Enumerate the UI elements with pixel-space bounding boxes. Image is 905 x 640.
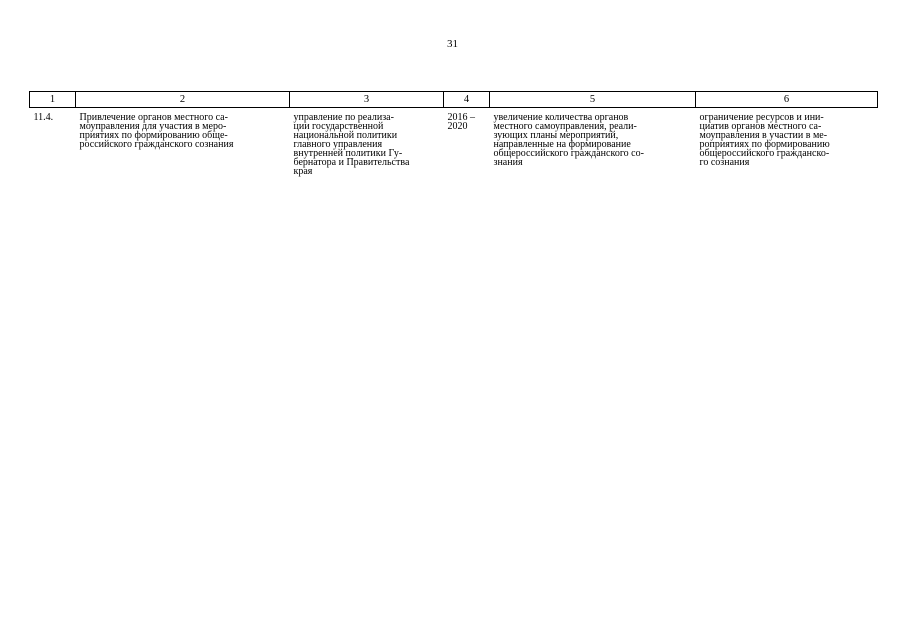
responsible-line: внутренней политики Гу- bbox=[293, 148, 403, 159]
column-header: 2 bbox=[76, 92, 290, 108]
consequences-line: ограничение ресурсов и ини- bbox=[699, 112, 824, 123]
page-number: 31 bbox=[447, 38, 458, 50]
period-cell bbox=[444, 108, 490, 177]
column-header: 6 bbox=[696, 92, 878, 108]
period-line: 2020 bbox=[447, 121, 468, 132]
responsible-line: национальной политики bbox=[293, 130, 398, 141]
column-header: 4 bbox=[444, 92, 490, 108]
measure-name-cell bbox=[76, 108, 290, 177]
row-number-cell bbox=[30, 108, 76, 177]
responsible-line: ции государственной bbox=[293, 121, 384, 132]
period-line: 2016 – bbox=[447, 112, 475, 123]
measure-name-line: моуправления для участия в меро- bbox=[79, 121, 227, 132]
consequences-line: роприятиях по формированию bbox=[699, 139, 830, 150]
responsible-line: бернатора и Правительства bbox=[293, 157, 410, 168]
consequences-cell bbox=[696, 108, 878, 177]
measure-name-line: российского гражданского сознания bbox=[79, 139, 234, 150]
consequences-line: циатив органов местного са- bbox=[699, 121, 822, 132]
consequences-line: общероссийского гражданско- bbox=[699, 148, 830, 159]
responsible-line: края bbox=[293, 166, 313, 177]
row-number: 11.4. bbox=[33, 112, 54, 123]
expected-result-line: зующих планы мероприятий, bbox=[493, 130, 619, 141]
responsible-cell bbox=[290, 108, 444, 177]
column-header: 5 bbox=[490, 92, 696, 108]
expected-result-line: местного самоуправления, реали- bbox=[493, 121, 637, 132]
responsible-line: управление по реализа- bbox=[293, 112, 394, 123]
measure-name-line: Привлечение органов местного са- bbox=[79, 112, 228, 123]
measures-table bbox=[29, 91, 878, 176]
table-header-row bbox=[30, 92, 878, 108]
column-header: 3 bbox=[290, 92, 444, 108]
consequences-line: моуправления в участии в ме- bbox=[699, 130, 828, 141]
measure-name-line: приятиях по формированию обще- bbox=[79, 130, 228, 141]
column-header: 1 bbox=[30, 92, 76, 108]
responsible-line: главного управления bbox=[293, 139, 383, 150]
expected-result-line: увеличение количества органов bbox=[493, 112, 629, 123]
consequences-line: го сознания bbox=[699, 157, 750, 168]
table-row bbox=[30, 108, 878, 177]
expected-result-line: направленные на формирование bbox=[493, 139, 631, 150]
expected-result-cell bbox=[490, 108, 696, 177]
expected-result-line: общероссийского гражданского со- bbox=[493, 148, 644, 159]
expected-result-line: знания bbox=[493, 157, 523, 168]
